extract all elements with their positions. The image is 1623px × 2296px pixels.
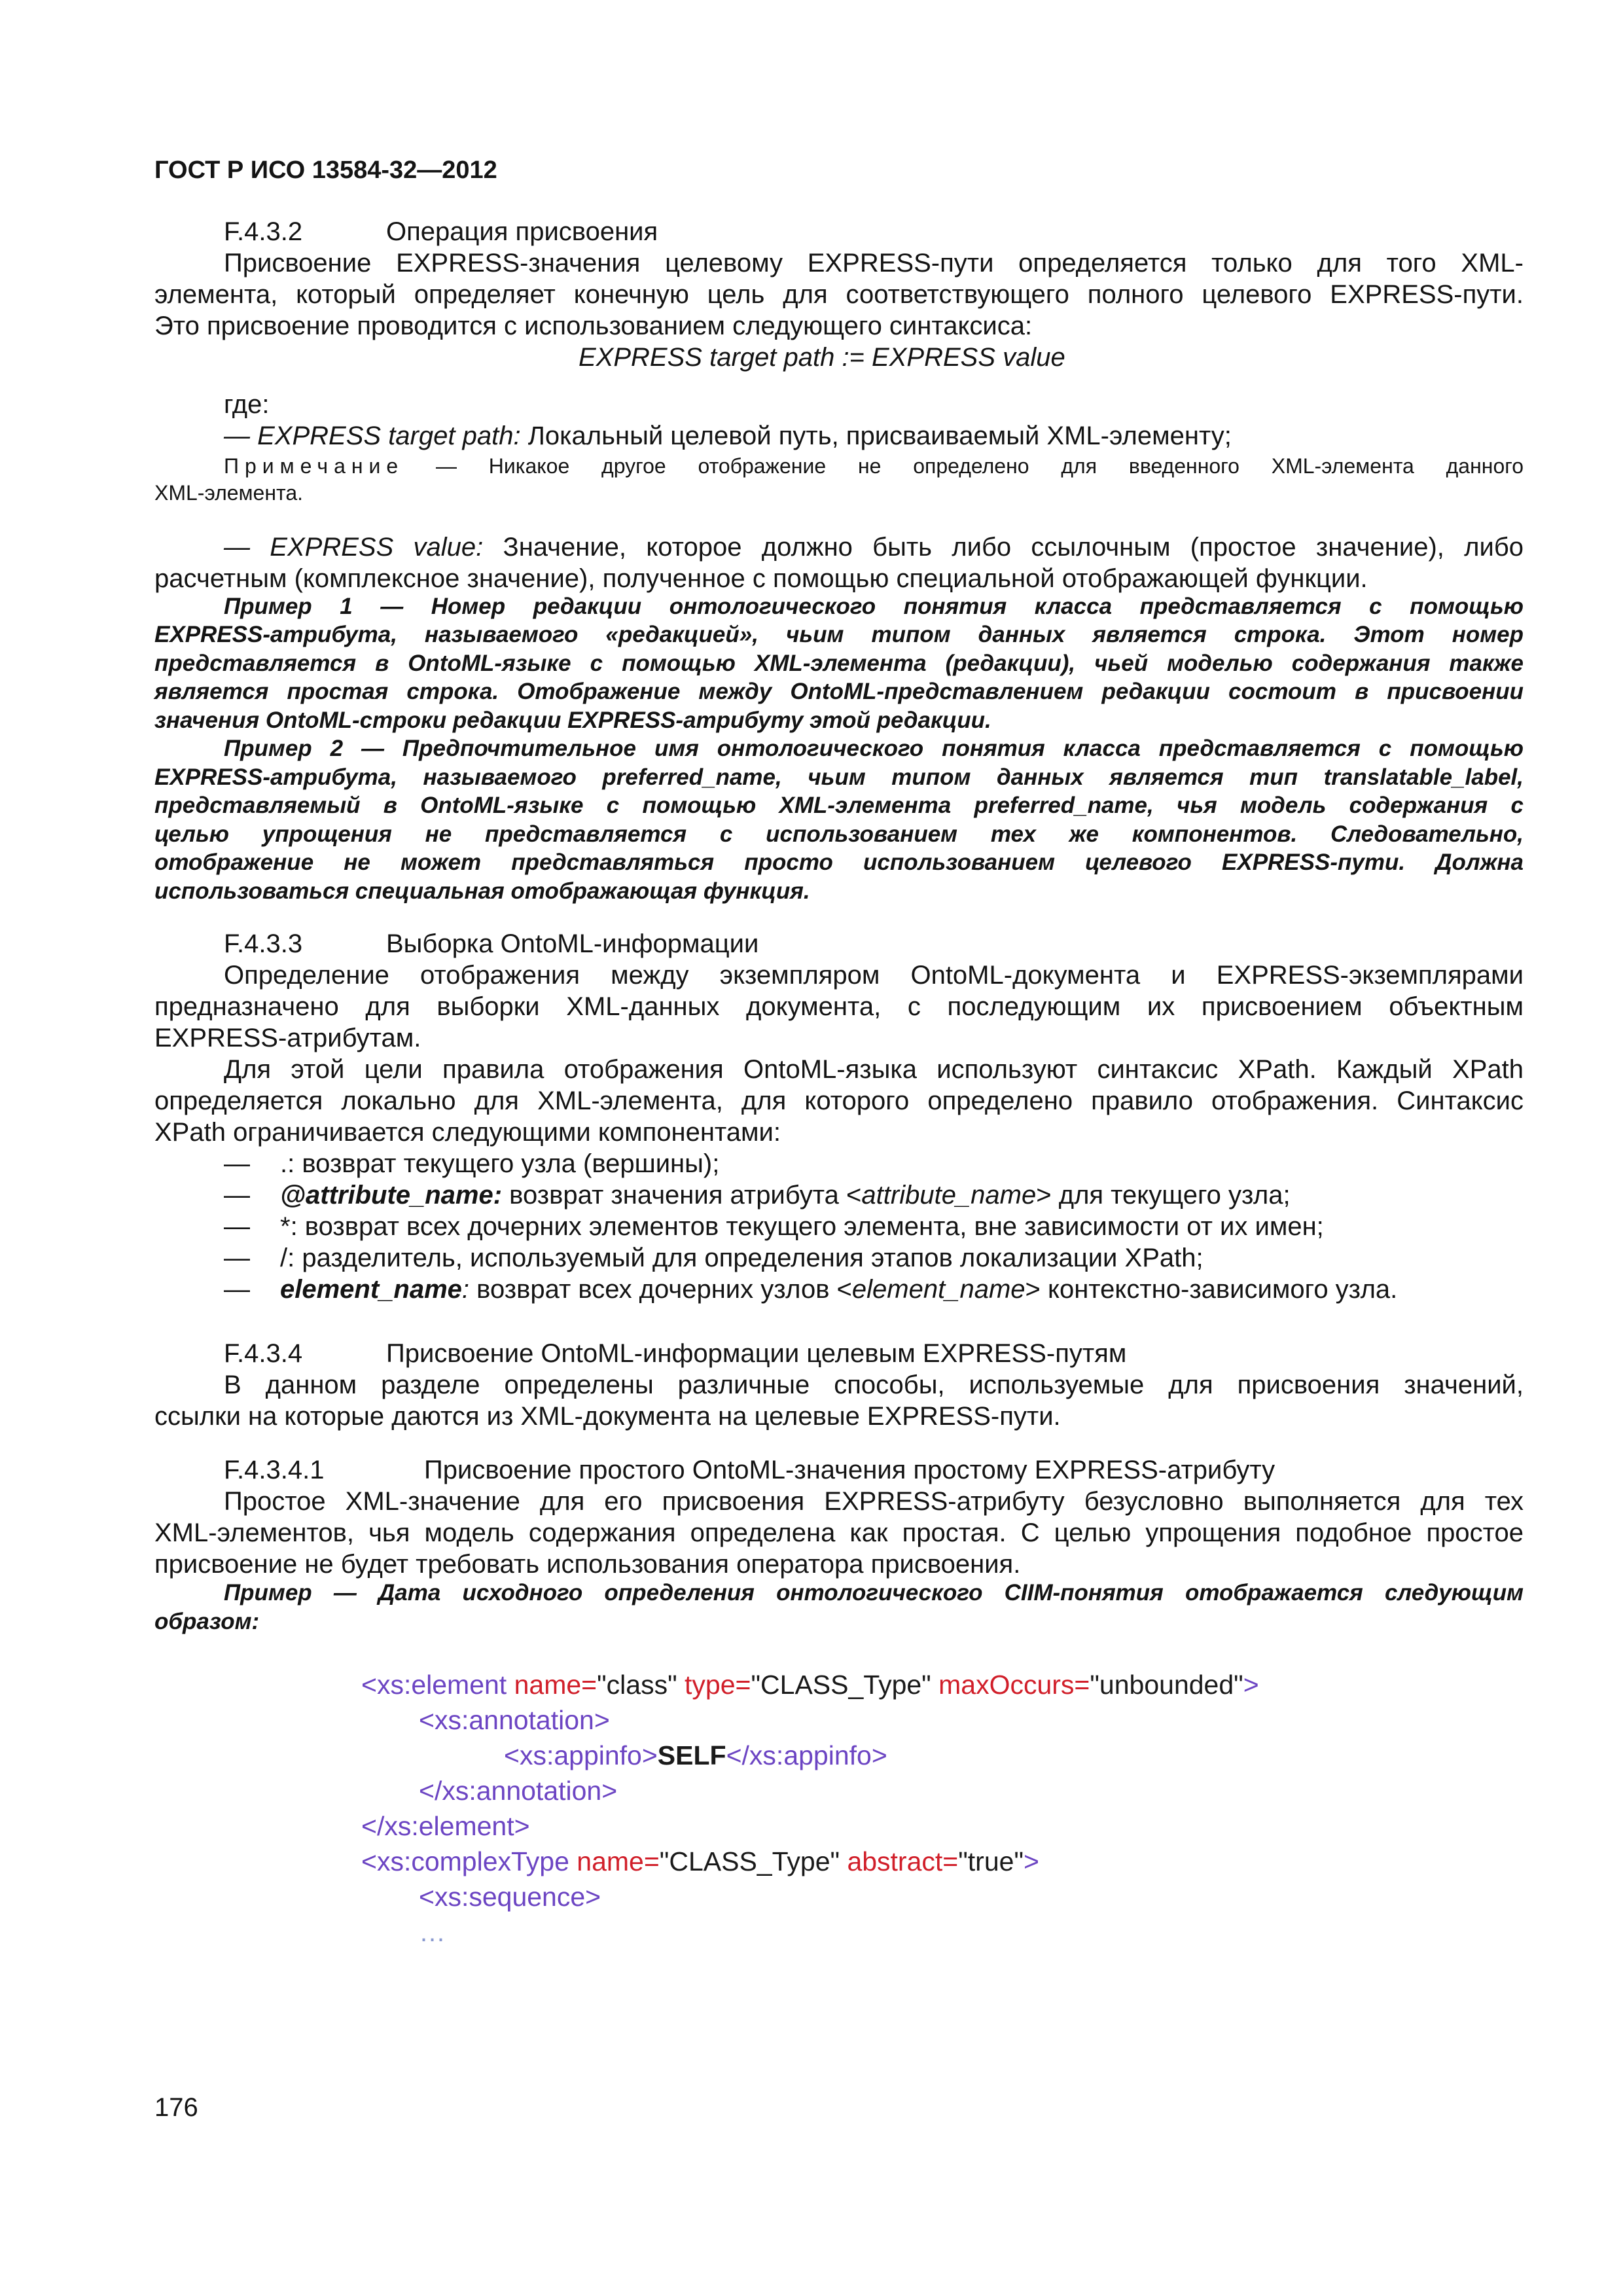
section-title: Выборка OntoML-информации [386,929,759,958]
code-line: <xs:element name="class" type="CLASS_Type" maxOccurs="unbounded"> [361,1670,1259,1700]
page-number: 176 [154,2093,198,2122]
code-line: <xs:annotation> [419,1705,610,1735]
example-line: Пример 1 — Номер редакции онтологического понятия класса представляется с помощью [224,594,1524,619]
section-title: Присвоение простого OntoML-значения простому EXPRESS-атрибуту [424,1456,1275,1484]
list-dash: — [224,1181,250,1210]
note-line: Примечание — Никакое другое отображение не определено для введенного XML-элемента данного [224,454,1524,478]
section-number: F.4.3.3 [224,929,303,958]
paragraph-line: EXPRESS-атрибутам. [154,1024,421,1052]
document-header: ГОСТ Р ИСО 13584-32—2012 [154,156,497,184]
note-line: XML-элемента. [154,481,303,505]
formula: EXPRESS target path := EXPRESS value [579,343,1065,372]
list-item: .: возврат текущего узла (вершины); [280,1149,720,1178]
paragraph-line: XPath ограничивается следующими компонентами: [154,1118,781,1147]
example-line: целью упрощения не представляется с использованием тех же компонентов. Следовательно, [154,821,1524,847]
example-line: EXPRESS-атрибута, называемого «редакцией», чьим типом данных является строка. Этот номер [154,622,1524,647]
list-dash: — [224,1212,250,1241]
code-line: </xs:annotation> [419,1776,618,1806]
code-line: <xs:sequence> [419,1882,601,1912]
example-line: является простая строка. Отображение между OntoML-представлением редакции состоит в присвоении [154,679,1524,704]
section-number: F.4.3.2 [224,217,303,246]
example-line: образом: [154,1609,260,1634]
section-number: F.4.3.4 [224,1339,303,1368]
paragraph-line: В данном разделе определены различные способы, используемые для присвоения значений, [224,1371,1524,1399]
example-line: представляется в OntoML-языке с помощью XML-элемента (редакции), чьей моделью содержания также [154,651,1524,676]
paragraph-line: Определение отображения между экземпляром OntoML-документа и EXPRESS-экземплярами [224,961,1524,990]
example-line: использоваться специальная отображающая функция. [154,878,810,904]
example-line: EXPRESS-атрибута, называемого preferred_name, чьим типом данных является тип translatable_label, [154,764,1524,790]
list-dash: — [224,1244,250,1272]
example-line: Пример — Дата исходного определения онтологического CIIM-понятия отображается следующим [224,1580,1524,1605]
code-line: … [419,1917,446,1947]
paragraph-line: Присвоение EXPRESS-значения целевому EXPRESS-пути определяется только для того XML- [224,249,1524,278]
code-line: </xs:element> [361,1811,530,1841]
section-number: F.4.3.4.1 [224,1456,325,1484]
paragraph-line: XML-элементов, чья модель содержания определена как простая. С целью упрощения подобное простое [154,1518,1524,1547]
code-line: <xs:complexType name="CLASS_Type" abstract="true"> [361,1846,1039,1876]
paragraph-line: элемента, который определяет конечную цель для соответствующего полного целевого EXPRESS-пути. [154,280,1524,309]
paragraph-line: Это присвоение проводится с использованием следующего синтаксиса: [154,312,1033,340]
list-item: @attribute_name: возврат значения атрибута <attribute_name> для текущего узла; [280,1181,1291,1210]
list-dash: — [224,1149,250,1178]
paragraph-line: ссылки на которые даются из XML-документа на целевые EXPRESS-пути. [154,1402,1061,1431]
paragraph-line: присвоение не будет требовать использования оператора присвоения. [154,1550,1021,1579]
definition-line: — EXPRESS value: Значение, которое должно быть либо ссылочным (простое значение), либо [224,533,1524,562]
list-item: element_name: возврат всех дочерних узлов <element_name> контекстно-зависимого узла. [280,1275,1398,1304]
paragraph-line: определяется локально для XML-элемента, для которого определено правило отображения. Синтаксис [154,1086,1524,1115]
section-title: Операция присвоения [386,217,658,246]
paragraph-line: Для этой цели правила отображения OntoML-языка используют синтаксис XPath. Каждый XPath [224,1055,1524,1084]
definition-line: — EXPRESS target path: Локальный целевой путь, присваиваемый XML-элементу; [224,422,1232,450]
list-item: /: разделитель, используемый для определения этапов локализации XPath; [280,1244,1204,1272]
example-line: значения OntoML-строки редакции EXPRESS-атрибуту этой редакции. [154,708,991,733]
where-label: где: [224,390,270,419]
definition-line: расчетным (комплексное значение), полученное с помощью специальной отображающей функции. [154,564,1368,593]
list-item: *: возврат всех дочерних элементов текущего элемента, вне зависимости от их имен; [280,1212,1324,1241]
list-dash: — [224,1275,250,1304]
example-line: Пример 2 — Предпочтительное имя онтологического понятия класса представляется с помощью [224,736,1524,761]
example-line: отображение не может представляться просто использованием целевого EXPRESS-пути. Должна [154,850,1524,875]
paragraph-line: Простое XML-значение для его присвоения EXPRESS-атрибуту безусловно выполняется для тех [224,1487,1524,1516]
paragraph-line: предназначено для выборки XML-данных документа, с последующим их присвоением объектным [154,992,1524,1021]
example-line: представляемый в OntoML-языке с помощью XML-элемента preferred_name, чья модель содержания с [154,793,1524,818]
section-title: Присвоение OntoML-информации целевым EXPRESS-путям [386,1339,1127,1368]
code-line: <xs:appinfo>SELF</xs:appinfo> [504,1740,887,1770]
